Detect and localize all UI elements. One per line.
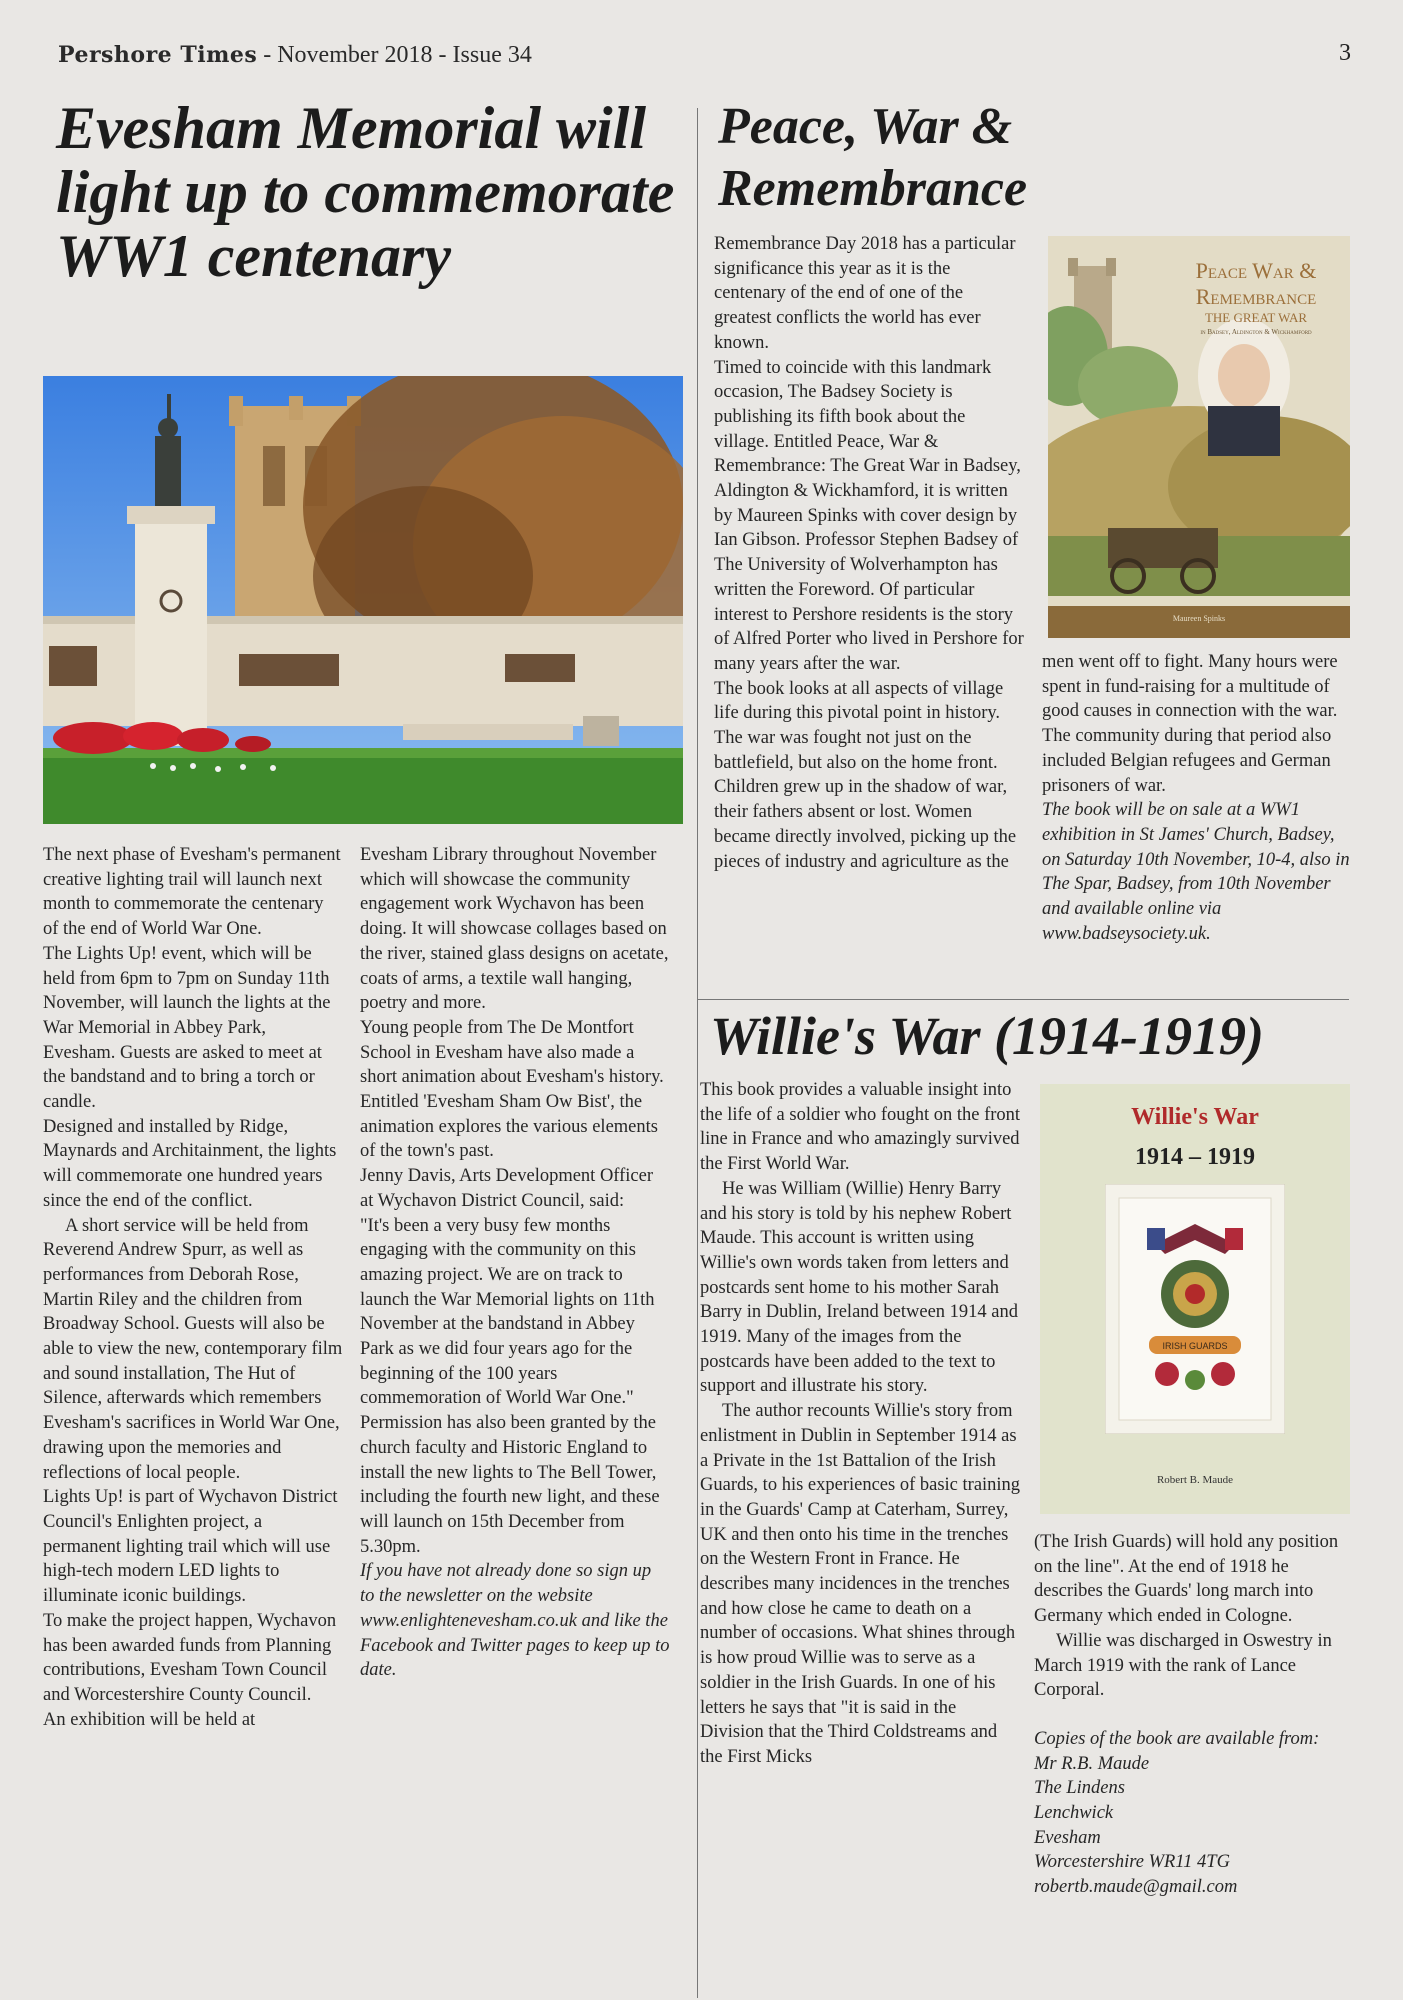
address-line: Lenchwick (1034, 1803, 1114, 1824)
cover-tagline: in Badsey, Aldington & Wickhamford (1200, 328, 1312, 336)
section-divider (697, 999, 1349, 1000)
masthead (58, 42, 532, 69)
page-number: 3 (1339, 40, 1351, 66)
paragraph: He was William (Willie) Henry Barry and his story is told by his nephew Robert Maude. This account is written using Willie's own words taken from letters and postcards sent home to his mother Sarah Barry in Dublin, Ireland between 1914 and 1919. Many of the images from the postcards have been added to the text to support and illustrate his story. (700, 1178, 1019, 1397)
war-memorial-photo (43, 376, 683, 824)
paragraph: To make the project happen, Wychavon has been awarded funds from Planning contributions, Evesham Town Council and Worcestershire County Council. (43, 1610, 337, 1705)
peace-column-2 (1042, 650, 1352, 946)
masthead-brand: Pershore Times (58, 42, 258, 68)
peace-war-book-cover (1048, 236, 1350, 638)
cover-title-line-1: Peace War & (1195, 258, 1317, 283)
paragraph: (The Irish Guards) will hold any position on the line". At the end of 1918 he describes the Guards' long march into Germany which ended in Cologne. (1034, 1532, 1339, 1627)
willies-war-headline: Willie's War (1914-1919) (710, 1006, 1265, 1066)
paragraph: Designed and installed by Ridge, Maynards and Architainment, the lights will commemorate one hundred years since the end of the conflict. (43, 1116, 337, 1211)
paragraph: Timed to coincide with this landmark occasion, The Badsey Society is publishing its fifth book about the village. Entitled Peace, War & Remembrance: The Great War in Badsey, Aldington & Wickhamford, it is written by Maureen Spinks with cover design by Ian Gibson. Professor Stephen Badsey of The University of Wolverhampton has written the Foreword. Of particular interest to Pershore residents is the story of Alfred Porter who lived in Pershore for many years after the war. (714, 357, 1024, 674)
paragraph: Remembrance Day 2018 has a particular significance this year as it is the centenary of the end of one of the greatest conflicts the world has ever known. (714, 234, 1016, 353)
cover-author: Maureen Spinks (1172, 614, 1226, 623)
paragraph: The Lights Up! event, which will be held from 6pm to 7pm on Sunday 11th November, will launch the lights at the War Memorial in Abbey Park, Evesham. Guests are asked to meet at the bandstand and to bring a torch or candle. (43, 943, 331, 1113)
evesham-headline: Evesham Memorial will light up to commemorate WW1 centenary (56, 95, 675, 289)
evesham-column-1 (43, 843, 343, 1732)
paragraph: The next phase of Evesham's permanent creative lighting trail will launch next month to commemorate the centenary of the end of World War One. (43, 845, 341, 940)
evesham-column-2 (360, 843, 670, 1683)
paragraph: An exhibition will be held at (43, 1709, 256, 1730)
quote: "It's been a very busy few months engaging with the community on this amazing project. We are on track to launch the War Memorial lights on 11th November at the bandstand in Abbey Park as we did four years ago for the beginning of the 100 years commemoration of World War One." (360, 1215, 655, 1409)
address-line: The Lindens (1034, 1778, 1125, 1799)
address-line: Evesham (1034, 1827, 1101, 1848)
address-line: Worcestershire WR11 4TG (1034, 1852, 1230, 1873)
newsletter-note: If you have not already done so sign up to the newsletter on the website www.enlightenevesham.co.uk and like the Facebook and Twitter pages to keep up to date. (360, 1561, 670, 1681)
willies-war-book-cover (1040, 1084, 1350, 1514)
peace-column-1 (714, 232, 1024, 874)
irish-guards-postcard-icon (1105, 1184, 1285, 1434)
email-line: robertb.maude@gmail.com (1034, 1877, 1238, 1898)
paragraph: The author recounts Willie's story from enlistment in Dublin in September 1914 as a Private in the 1st Battalion of the Irish Guards, to his experiences of basic training in the Guards' Camp at Caterham, Surrey, UK and then onto his time in the trenches on the Western Front in France. He describes many incidences in the trenches and how close he came to death on a number of occasions. What shines through is how proud Willie was to serve as a soldier in the Irish Guards. In one of his letters he says that "it is said in the Division that the Third Coldstreams and the First Micks (700, 1401, 1021, 1767)
willie-column-2 (1034, 1530, 1352, 1900)
paragraph: Jenny Davis, Arts Development Officer at Wychavon District Council, said: (360, 1166, 654, 1211)
paragraph: men went off to fight. Many hours were spent in fund-raising for a multitude of good causes in connection with the war. The community during that period also included Belgian refugees and German prisoners of war. (1042, 652, 1338, 796)
peace-headline: Peace, War & Remembrance (718, 98, 1028, 217)
masthead-issue: - November 2018 - Issue 34 (257, 42, 532, 68)
cover-title: Willie's War (1131, 1104, 1259, 1130)
paragraph: Willie was discharged in Oswestry in March 1919 with the rank of Lance Corporal. (1034, 1630, 1332, 1701)
column-divider (697, 108, 698, 1998)
badge-text: IRISH GUARDS (1162, 1341, 1228, 1351)
paragraph: A short service will be held from Reverend Andrew Spurr, as well as performances from Deborah Rose, Martin Riley and the children from Broadway School. Guests will also be able to view the new, contemporary film and sound installation, The Hut of Silence, afterwards which remembers Evesham's sacrifices in World War One, drawing upon the memories and reflections of local people. (43, 1215, 343, 1483)
paragraph: Young people from The De Montfort School in Evesham have also made a short animation about Evesham's history. Entitled 'Evesham Sham Ow Bist', the animation explores the various elements of the town's past. (360, 1017, 664, 1162)
cover-title-line-2: Remembrance (1195, 284, 1317, 309)
paragraph: Lights Up! is part of Wychavon District Council's Enlighten project, a permanent lighting trail which will use high-tech modern LED lights to illuminate iconic buildings. (43, 1487, 338, 1607)
cover-subtitle: THE GREAT WAR (1204, 310, 1308, 325)
paragraph: Evesham Library throughout November which will showcase the community engagement work Wychavon has been doing. It will showcase collages based on the river, stained glass designs on acetate, coats of arms, a textile wall hanging, poetry and more. (360, 845, 669, 1014)
paragraph: This book provides a valuable insight into the life of a soldier who fought on the front line in France and who amazingly survived the First World War. (700, 1080, 1021, 1175)
availability-line: Copies of the book are available from: (1034, 1728, 1320, 1749)
cover-author: Robert B. Maude (1156, 1474, 1234, 1486)
cover-years: 1914 – 1919 (1135, 1144, 1255, 1170)
paragraph: Permission has also been granted by the church faculty and Historic England to install the new lights to The Bell Tower, including the fourth new light, and these will launch on 15th December from 5.30pm. (360, 1413, 660, 1557)
sale-note: The book will be on sale at a WW1 exhibition in St James' Church, Badsey, on Saturday 10th November, 10-4, also in The Spar, Badsey, from 10th November and available online via www.badseysociety.uk. (1042, 800, 1350, 944)
address-line: Mr R.B. Maude (1034, 1753, 1150, 1774)
willie-column-1 (700, 1078, 1022, 1770)
paragraph: The book looks at all aspects of village life during this pivotal point in history. The war was fought not just on the battlefield, but also on the home front. Children grew up in the shadow of war, their fathers absent or lost. Women became directly involved, picking up the pieces of industry and agriculture as the (714, 678, 1017, 872)
